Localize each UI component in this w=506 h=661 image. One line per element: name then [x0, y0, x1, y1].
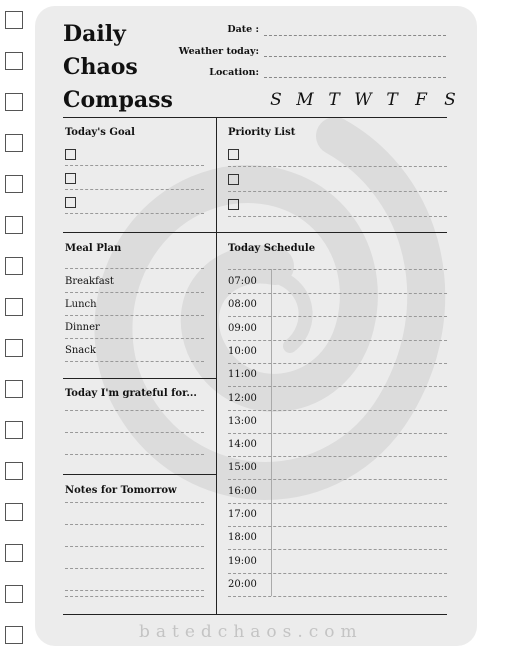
- meal-line[interactable]: [65, 268, 204, 269]
- schedule-time: 18:00: [228, 532, 257, 544]
- schedule-line[interactable]: [228, 549, 447, 550]
- meal-line[interactable]: [65, 315, 204, 316]
- schedule-time: 15:00: [228, 462, 257, 474]
- meal-line[interactable]: [65, 338, 204, 339]
- binder-ring: [5, 503, 23, 521]
- schedule-line[interactable]: [228, 433, 447, 434]
- schedule-time: 16:00: [228, 485, 257, 497]
- binder-ring: [5, 216, 23, 234]
- schedule-time: 13:00: [228, 415, 257, 427]
- meal-label-dinner: Dinner: [65, 322, 100, 333]
- priority-line[interactable]: [228, 166, 447, 167]
- planner-page: [35, 6, 477, 646]
- weekday-4[interactable]: T: [386, 90, 398, 110]
- notes-line[interactable]: [65, 546, 204, 547]
- schedule-line[interactable]: [228, 386, 447, 387]
- priority-line[interactable]: [228, 216, 447, 217]
- goal-checkbox[interactable]: [65, 197, 76, 208]
- schedule-time: 14:00: [228, 439, 257, 451]
- date-field[interactable]: [264, 35, 446, 36]
- binder-ring: [5, 421, 23, 439]
- schedule-line[interactable]: [228, 596, 447, 597]
- meal-line[interactable]: [65, 361, 204, 362]
- meal-divider: [63, 378, 216, 379]
- schedule-time: 12:00: [228, 392, 257, 404]
- schedule-time: 09:00: [228, 322, 257, 334]
- date-label: Date :: [227, 24, 259, 35]
- grateful-divider: [63, 474, 216, 475]
- title-line-3: Compass: [63, 87, 173, 113]
- binder-ring: [5, 585, 23, 603]
- schedule-line[interactable]: [228, 503, 447, 504]
- schedule-line[interactable]: [228, 456, 447, 457]
- meal-line[interactable]: [65, 292, 204, 293]
- schedule-time: 08:00: [228, 299, 257, 311]
- binder-ring: [5, 257, 23, 275]
- goal-checkbox[interactable]: [65, 149, 76, 160]
- weekday-2[interactable]: T: [328, 90, 340, 110]
- binder-ring: [5, 93, 23, 111]
- schedule-time: 19:00: [228, 555, 257, 567]
- weather-field[interactable]: [264, 56, 446, 57]
- binder-ring: [5, 544, 23, 562]
- title-line-2: Chaos: [63, 54, 138, 80]
- priority-checkbox[interactable]: [228, 149, 239, 160]
- bottom-divider: [63, 614, 447, 615]
- weekday-5[interactable]: F: [415, 90, 427, 110]
- binder-ring: [5, 339, 23, 357]
- column-divider: [216, 117, 217, 614]
- schedule-line[interactable]: [228, 269, 447, 270]
- weekday-6[interactable]: S: [444, 90, 456, 110]
- meal-label-breakfast: Breakfast: [65, 276, 114, 287]
- goal-line[interactable]: [65, 189, 204, 190]
- grateful-heading: Today I'm grateful for...: [65, 388, 197, 399]
- schedule-line[interactable]: [228, 526, 447, 527]
- grateful-line[interactable]: [65, 454, 204, 455]
- schedule-time: 17:00: [228, 509, 257, 520]
- schedule-line[interactable]: [228, 340, 447, 341]
- binder-ring: [5, 11, 23, 29]
- binder-ring: [5, 462, 23, 480]
- row-divider: [63, 232, 447, 233]
- meal-label-snack: Snack: [65, 345, 96, 356]
- binder-ring: [5, 626, 23, 644]
- schedule-line[interactable]: [228, 293, 447, 294]
- notes-line[interactable]: [65, 502, 204, 503]
- binder-ring: [5, 380, 23, 398]
- schedule-time: 11:00: [228, 369, 257, 381]
- schedule-line[interactable]: [228, 316, 447, 317]
- schedule-line[interactable]: [228, 363, 447, 364]
- notes-line[interactable]: [65, 524, 204, 525]
- schedule-time: 10:00: [228, 345, 257, 357]
- notes-heading: Notes for Tomorrow: [65, 485, 177, 496]
- goal-checkbox[interactable]: [65, 173, 76, 184]
- priority-checkbox[interactable]: [228, 199, 239, 210]
- notes-line[interactable]: [65, 596, 204, 597]
- weather-label: Weather today:: [178, 46, 259, 57]
- footer-brand: batedchaos.com: [139, 622, 363, 642]
- binder-ring: [5, 52, 23, 70]
- schedule-time: 07:00: [228, 276, 257, 287]
- grateful-line[interactable]: [65, 432, 204, 433]
- meal-heading: Meal Plan: [65, 243, 122, 254]
- location-label: Location:: [209, 67, 259, 78]
- priority-line[interactable]: [228, 191, 447, 192]
- location-field[interactable]: [264, 77, 446, 78]
- schedule-heading: Today Schedule: [228, 243, 316, 254]
- grateful-line[interactable]: [65, 410, 204, 411]
- priority-heading: Priority List: [228, 127, 296, 138]
- binder-ring: [5, 134, 23, 152]
- title-line-1: Daily: [63, 21, 126, 47]
- goal-line[interactable]: [65, 165, 204, 166]
- goal-heading: Today's Goal: [65, 127, 135, 138]
- schedule-time: 20:00: [228, 578, 257, 590]
- meal-label-lunch: Lunch: [65, 299, 97, 310]
- schedule-line[interactable]: [228, 479, 447, 480]
- schedule-line[interactable]: [228, 410, 447, 411]
- notes-line[interactable]: [65, 568, 204, 569]
- binder-ring: [5, 175, 23, 193]
- priority-checkbox[interactable]: [228, 174, 239, 185]
- notes-line[interactable]: [65, 590, 204, 591]
- weekday-3[interactable]: W: [354, 90, 372, 110]
- header-divider: [63, 117, 447, 118]
- schedule-line[interactable]: [228, 573, 447, 574]
- goal-line[interactable]: [65, 213, 204, 214]
- binder-ring: [5, 298, 23, 316]
- weekday-0[interactable]: S: [270, 90, 282, 110]
- weekday-1[interactable]: M: [296, 90, 314, 110]
